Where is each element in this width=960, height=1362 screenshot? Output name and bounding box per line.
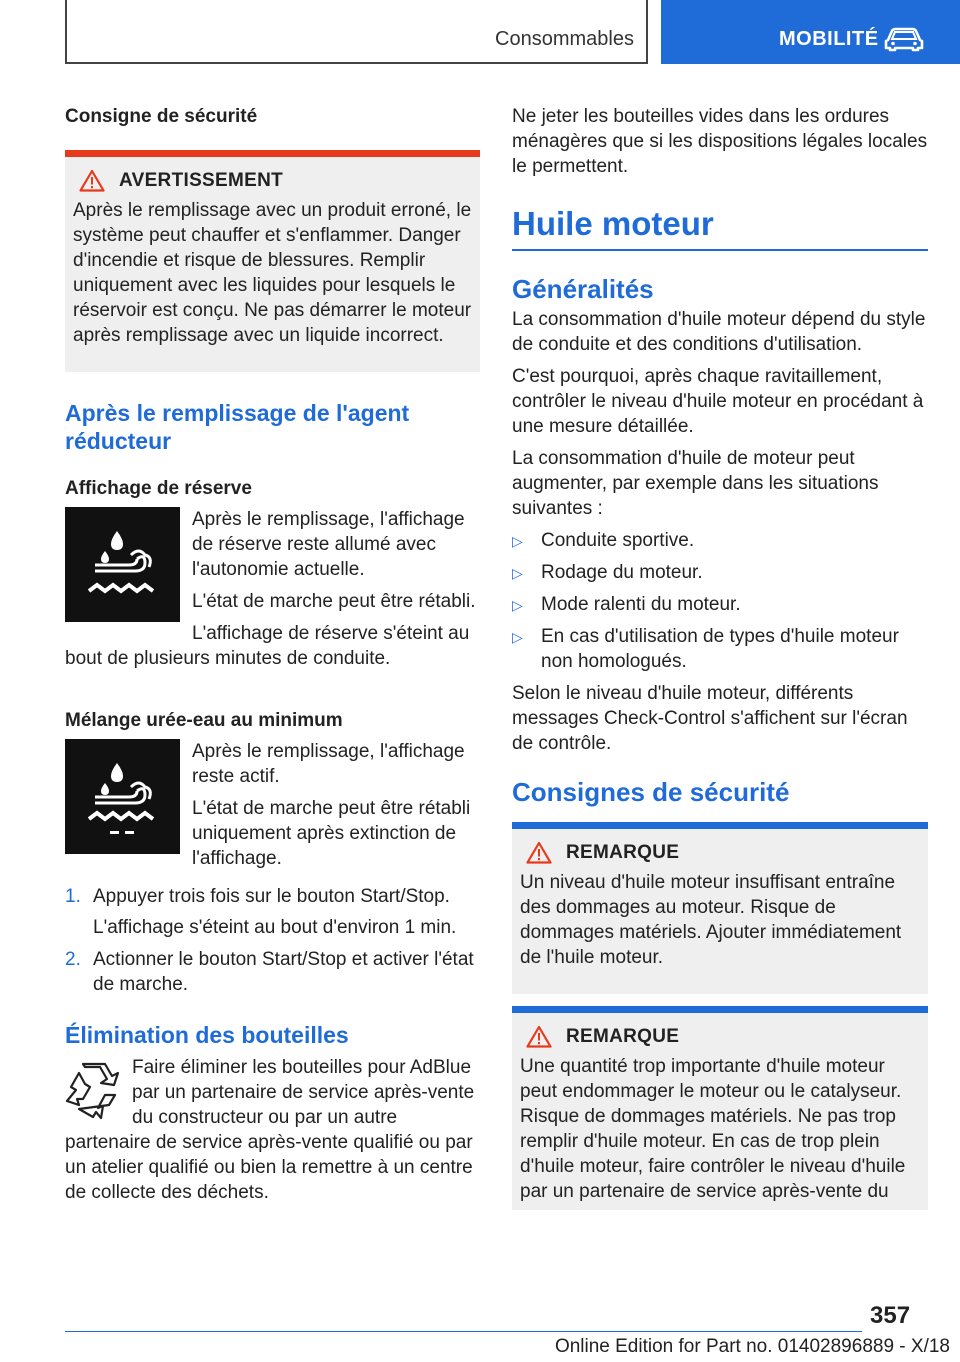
disposal-text: Faire éliminer les bouteilles pour AdBlue par un partenaire de service après-vente du constructeur ou par un autre partenaire de service après-vente qualifié ou par un atelier qualifié ou bien la remettre à un centre de collecte des déchets. <box>65 1057 475 1203</box>
minimum-p1: Après le remplissage, l'affichage reste actif. <box>192 741 465 787</box>
situations-list <box>512 528 928 674</box>
disposal-heading: Élimination des bouteilles <box>65 1022 349 1048</box>
notice-title-row <box>520 1025 920 1048</box>
step-subtext: L'affichage s'éteint au bout d'environ 1 min. <box>93 917 457 938</box>
notice-title-row <box>520 841 920 864</box>
general-p3: La consommation d'huile de moteur peut augmenter, par exemple dans les situations suivantes : <box>512 448 879 519</box>
warning-title-row <box>73 169 472 192</box>
page-number: 357 <box>870 1302 911 1329</box>
chapter-tab <box>661 0 960 64</box>
list-item: ▷ Rodage du moteur. <box>512 560 928 585</box>
notice-title: REMARQUE <box>566 841 680 863</box>
recycle-icon <box>65 1061 120 1121</box>
section-tab <box>65 0 648 64</box>
notice-text: Une quantité trop importante d'huile moteur peut endommager le moteur ou le catalyseur. Risque de dommages matériels. Ne pas trop remplir d'huile moteur. En cas de trop plein d'huile moteur, faire contrôler le niveau d'huile par un partenaire de service après-vente du <box>520 1056 906 1202</box>
section-title: Consommables <box>495 28 634 50</box>
bullet-triangle-icon: ▷ <box>512 533 523 549</box>
list-item: ▷ Conduite sportive. <box>512 528 928 553</box>
general-p2: C'est pourquoi, après chaque ravitaillement, contrôler le niveau d'huile moteur en procédant à une mesure détaillée. <box>512 366 924 437</box>
right-column <box>512 104 928 1210</box>
warning-triangle-icon <box>526 1025 552 1048</box>
step-item <box>65 947 480 997</box>
warning-box <box>65 150 480 372</box>
minimum-indicator-icon <box>65 739 180 854</box>
page-header <box>0 0 960 66</box>
warning-triangle-icon <box>79 169 105 192</box>
warning-triangle-icon <box>526 841 552 864</box>
bullet-triangle-icon: ▷ <box>512 629 523 645</box>
minimum-p2: L'état de marche peut être rétabli uniquement après extinction de l'affichage. <box>192 798 471 869</box>
notice-box <box>512 1006 928 1210</box>
general-p4: Selon le niveau d'huile moteur, différents messages Check-Control s'affichent sur l'écran de contrôle. <box>512 683 908 754</box>
warning-title: AVERTISSEMENT <box>119 169 284 191</box>
step-item <box>65 884 480 940</box>
minimum-title: Mélange urée-eau au minimum <box>65 710 343 731</box>
bullet-triangle-icon: ▷ <box>512 565 523 581</box>
reserve-p2: L'état de marche peut être rétabli. <box>192 591 476 612</box>
reserve-p3: L'affichage de réserve s'éteint au bout de plusieurs minutes de conduite. <box>65 623 470 669</box>
after-refill-heading: Après le remplissage de l'agent réducteur <box>65 400 410 454</box>
engine-oil-heading: Huile moteur <box>512 205 928 251</box>
step-text: Appuyer trois fois sur le bouton Start/Stop. <box>93 886 450 907</box>
step-number: 2. <box>65 949 81 970</box>
footer-edition: Online Edition for Part no. 01402896889 - X/18 <box>554 1336 950 1357</box>
safety-notes-heading: Consignes de sécurité <box>512 777 790 807</box>
bullet-triangle-icon: ▷ <box>512 597 523 613</box>
safety-title: Consigne de sécurité <box>65 106 258 127</box>
list-item: ▷ En cas d'utilisation de types d'huile moteur non homologués. <box>512 626 899 672</box>
disposal-continued-text: Ne jeter les bouteilles vides dans les ordures ménagères que si les dispositions légales locales le permettent. <box>512 106 928 177</box>
notice-text: Un niveau d'huile moteur insuffisant entraîne des dommages au moteur. Risque de dommages matériels. Ajouter immédiatement de l'huile moteur. <box>520 872 902 968</box>
reserve-title: Affichage de réserve <box>65 478 252 499</box>
reserve-indicator-icon <box>65 507 180 622</box>
warning-text: Après le remplissage avec un produit erroné, le système peut chauffer et s'enflammer. Danger d'incendie et risque de blessures. Remplir uniquement avec les liquides pour lesquels le réservoir est conçu. Ne pas démarrer le moteur après remplissage avec un liquide incorrect. <box>73 200 472 346</box>
general-p1: La consommation d'huile moteur dépend du style de conduite et des conditions d'utilisation. <box>512 309 926 355</box>
list-item: ▷ Mode ralenti du moteur. <box>512 592 928 617</box>
step-number: 1. <box>65 886 81 907</box>
general-heading: Généralités <box>512 274 654 304</box>
notice-box <box>512 822 928 994</box>
left-column <box>65 104 480 1212</box>
step-text: Actionner le bouton Start/Stop et activer l'état de marche. <box>93 949 474 995</box>
car-icon <box>883 26 925 52</box>
reserve-p1: Après le remplissage, l'affichage de réserve reste allumé avec l'autonomie actuelle. <box>192 509 465 580</box>
chapter-title: MOBILITÉ <box>779 28 879 50</box>
footer-divider <box>65 1331 862 1332</box>
steps-list <box>65 884 480 997</box>
notice-title: REMARQUE <box>566 1025 680 1047</box>
